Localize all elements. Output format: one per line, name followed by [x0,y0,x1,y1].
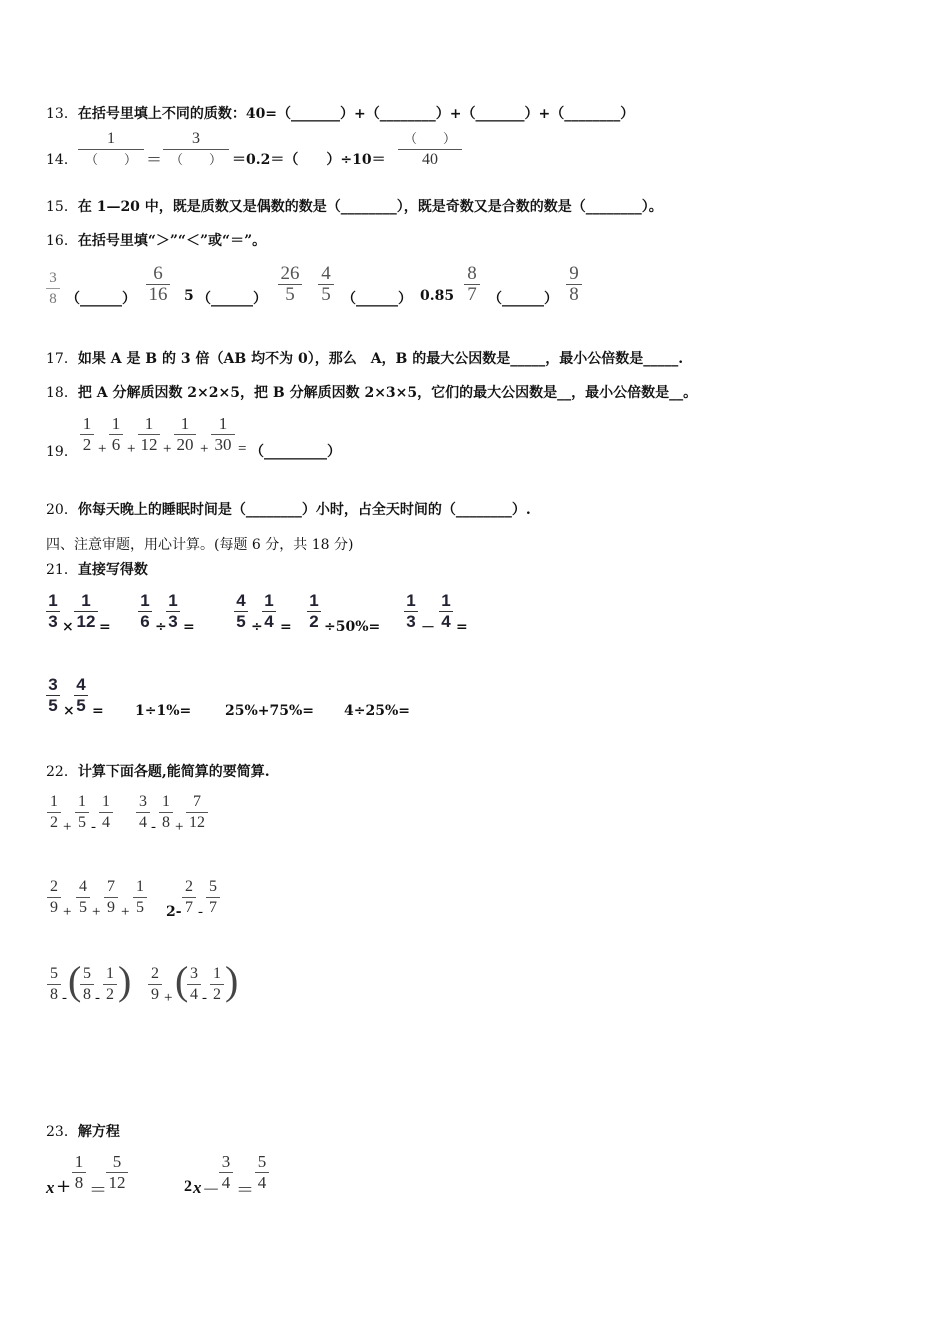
plus-sign: + [163,441,172,457]
left-parenthesis: ( [175,958,189,1003]
fraction: 1 （ ） [78,131,144,168]
fraction: 1 6 [138,593,152,630]
fraction: 1 12 [138,416,160,453]
equals-sign: = [183,619,195,635]
equals-sign: ＝ [236,1180,254,1201]
fraction: 1 3 [166,593,180,630]
question-text: 如果 A 是 B 的 3 倍（AB 均不为 0），那么 A，B 的最大公因数是_____，最小公倍数是_____. [77,351,684,367]
equals-sign: ＝ [89,1180,107,1201]
question-text: 你每天晚上的睡眠时间是（________）小时，占全天时间的（________）. [77,502,531,518]
fraction: 5 4 [255,1154,269,1191]
question-13 [46,103,634,123]
answer-blank[interactable]: （______） [197,291,267,307]
answer-blank[interactable]: （______） [66,291,136,307]
fraction: 5 8 [80,966,94,1003]
equals-sign: = [238,441,247,457]
fraction: 5 12 [106,1154,128,1191]
fraction: 1 5 [75,794,89,831]
expression-text: 4÷25%= [344,703,410,719]
question-title: 直接写得数 [77,562,148,578]
plus-sign: + [200,441,209,457]
fraction: 2 9 [148,966,162,1003]
fraction: 1 5 [133,879,147,916]
question-title: 计算下面各题,能简算的要简算. [77,764,270,780]
fraction: 1 8 [72,1154,86,1191]
plus-sign: + [56,1176,72,1197]
fraction: 1 8 [159,794,173,831]
plus-sign: + [121,904,130,920]
equals-sign: = [99,619,111,635]
left-parenthesis: ( [68,958,82,1003]
question-15: 15．在 1—20 中，既是质数又是偶数的数是（________），既是奇数又是合数的数是（________）。 [46,199,663,215]
fraction: 3 4 [187,966,201,1003]
answer-blank[interactable]: （______） [342,291,412,307]
minus-sign: - [202,990,207,1006]
minus-sign: - [91,819,96,835]
fraction: 1 6 [109,416,123,453]
fraction: 4 5 [74,677,88,714]
fraction: 26 5 [278,266,302,303]
fraction: 6 16 [146,266,170,303]
question-16: 16．在括号里填“＞”“＜”或“＝”。 [46,233,267,249]
plus-sign: + [164,990,173,1006]
question-14-number: 14． [46,152,78,168]
variable-x: x [46,1178,55,1197]
answer-blank[interactable]: （______） [488,291,558,307]
equals-sign: = [92,703,104,719]
question-22: 22．计算下面各题,能简算的要简算. [46,764,270,780]
question-text: 在括号里填“＞”“＜”或“＝”。 [77,233,267,249]
question-19-number: 19． [46,444,78,460]
fraction: 2 9 [47,879,61,916]
fraction: 1 2 [210,966,224,1003]
question-text: ＝0.2＝（ ）÷10＝ [232,152,386,168]
plus-sign: + [63,819,72,835]
fraction: 1 3 [46,593,60,630]
minus-sign: - [198,904,203,920]
fraction: 5 7 [206,879,220,916]
fraction: 1 2 [80,416,94,453]
question-18: 18．把 A 分解质因数 2×2×5，把 B 分解质因数 2×3×5，它们的最大公因数是__，最小公倍数是__。 [46,385,698,401]
fraction: 1 4 [262,593,276,630]
equals-sign: ＝ [146,150,163,169]
fraction: 3 5 [46,677,60,714]
question-text: 在括号里填上不同的质数：40=（_______）+（________）+（_______）+（________） [77,106,635,122]
minus-sign: - [62,990,67,1006]
minus-sign: - [95,990,100,1006]
fraction: 1 2 [307,593,321,630]
fraction: 7 12 [186,794,208,831]
answer-blank[interactable]: （_________） [250,444,341,460]
fraction: 1 2 [103,966,117,1003]
question-title: 解方程 [77,1124,120,1140]
minus-sign: － [421,620,435,636]
question-23: 23．解方程 [46,1124,120,1140]
question-number: 13． [46,106,78,122]
fraction: 1 12 [74,593,98,630]
fraction: 3 8 [46,270,60,307]
fraction: 3 （ ） [163,131,229,168]
question-17: 17．如果 A 是 B 的 3 倍（AB 均不为 0），那么 A，B 的最大公因数是_____，最小公倍数是_____. [46,351,684,367]
equals-sign: = [456,619,468,635]
fraction: 1 2 [47,794,61,831]
equals-sign: = [280,619,292,635]
fraction: 9 8 [566,266,582,303]
fraction: 4 5 [76,879,90,916]
divide-sign: ÷ [251,619,263,635]
fraction: 1 30 [211,416,235,453]
plus-sign: + [175,819,184,835]
fraction: 8 7 [464,266,480,303]
fraction: 7 9 [104,879,118,916]
question-text: 在 1—20 中，既是质数又是偶数的数是（________），既是奇数又是合数的数是（________）。 [77,199,663,215]
minus-sign: - [151,819,156,835]
expression-text: 25%+75%= [225,703,315,719]
plus-sign: + [98,441,107,457]
fraction: 1 3 [404,593,418,630]
times-sign: × [63,703,75,719]
question-20: 20．你每天晚上的睡眠时间是（________）小时，占全天时间的（________）. [46,502,531,518]
variable-x: x [193,1178,202,1197]
right-parenthesis: ) [225,958,239,1003]
expression-text: ÷50%= [324,619,381,635]
fraction: 1 4 [99,794,113,831]
plus-sign: + [92,904,101,920]
fraction: 3 4 [136,794,150,831]
fraction: （ ） 40 [398,131,462,168]
fraction: 4 5 [318,266,334,303]
fraction: 1 4 [439,593,453,630]
divide-sign: ÷ [155,619,167,635]
minus-sign: － [202,1180,220,1201]
fraction: 4 5 [234,593,248,630]
fraction: 3 4 [219,1154,233,1191]
number: 5 [184,288,194,304]
expression-text: 2- [166,904,182,920]
question-21: 21．直接写得数 [46,562,148,578]
fraction: 2 7 [182,879,196,916]
times-sign: × [62,619,74,635]
question-text: 把 A 分解质因数 2×2×5，把 B 分解质因数 2×3×5，它们的最大公因数是__，最小公倍数是__。 [77,385,698,401]
fraction: 1 20 [174,416,196,453]
right-parenthesis: ) [118,958,132,1003]
fraction: 5 8 [47,966,61,1003]
number: 0.85 [420,288,455,304]
coefficient: 2 [184,1178,192,1195]
plus-sign: + [127,441,136,457]
expression-text: 1÷1%= [135,703,192,719]
section-heading: 四、注意审题，用心计算。(每题 6 分，共 18 分) [46,537,354,553]
plus-sign: + [63,904,72,920]
